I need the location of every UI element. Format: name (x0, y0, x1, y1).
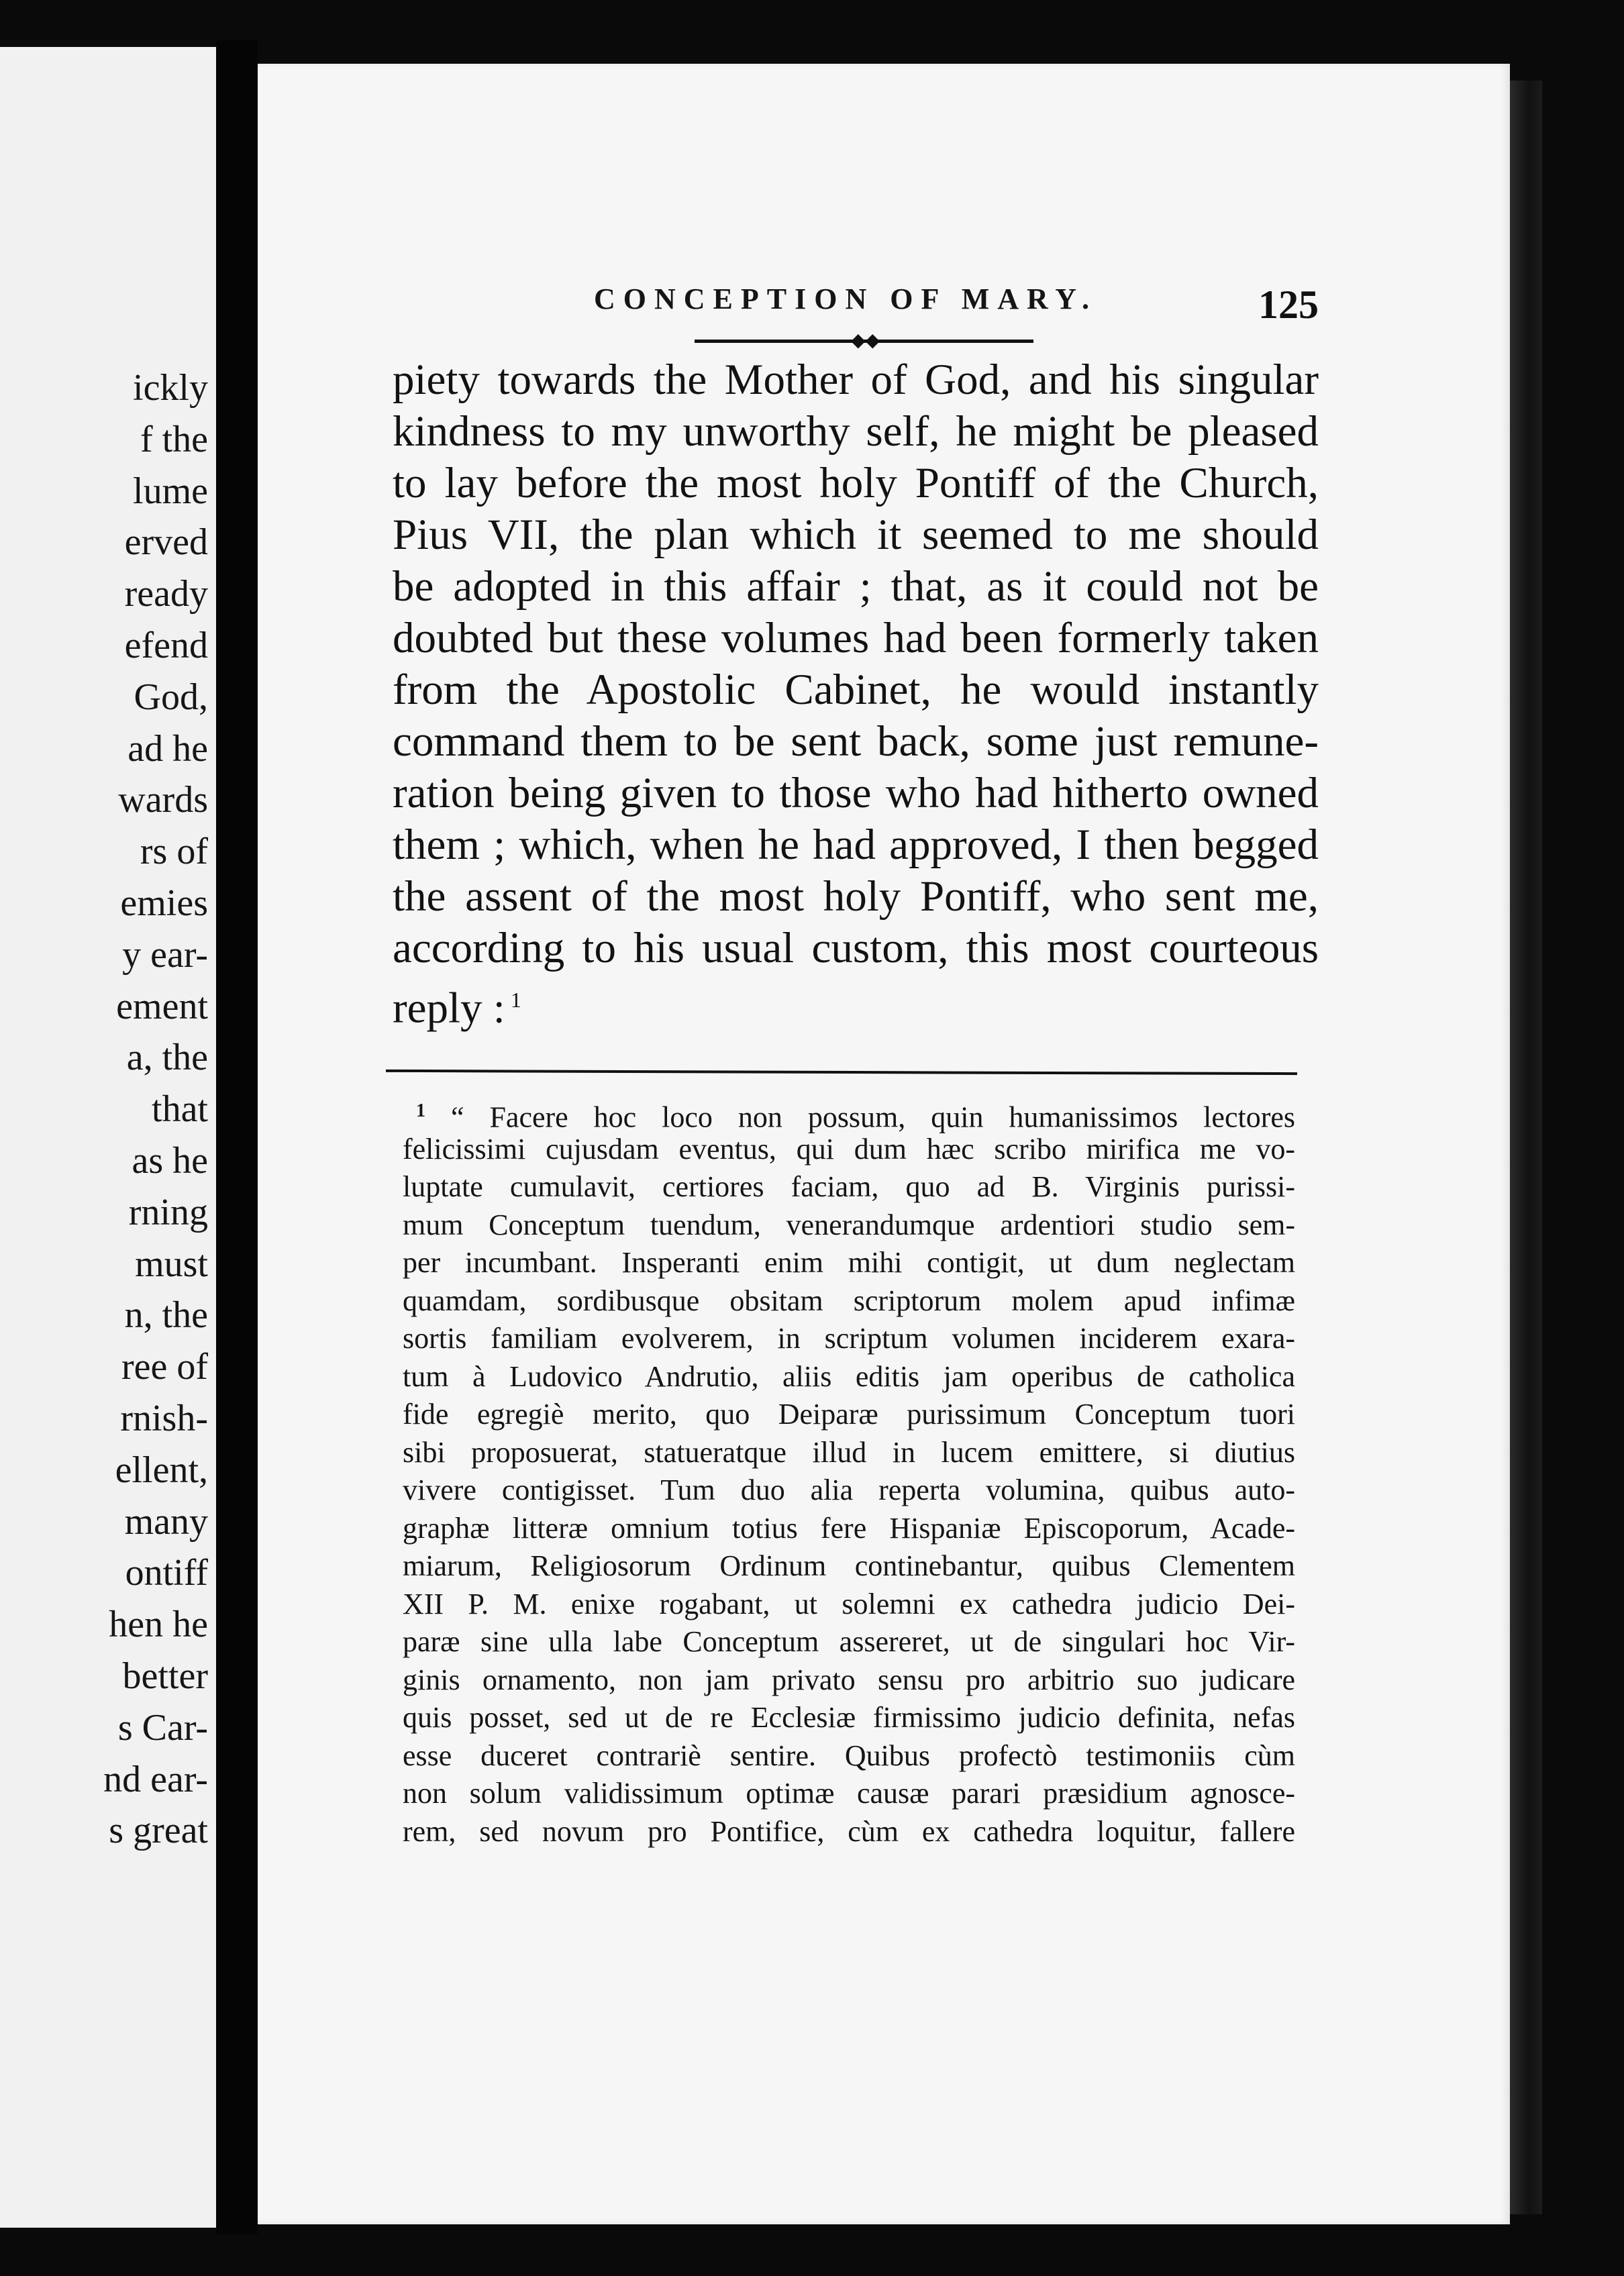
previous-page-line: rning (128, 1191, 208, 1233)
body-line: Pius VII, the plan which it seemed to me should (393, 511, 1319, 559)
footnote-line: mum Conceptum tuendum, venerandumque ardentiori studio sem- (403, 1208, 1295, 1241)
previous-page-line: y ear- (122, 933, 208, 976)
ornament-icon: ◆◆ (851, 330, 880, 351)
previous-page-line: wards (118, 779, 208, 821)
previous-page (0, 47, 216, 2228)
footnote-line: tum à Ludovico Andrutio, aliis editis jam operibus de catholica (403, 1359, 1295, 1393)
footnote-line: $^1$ “ Facere hoc loco non possum, quin humanissimos lectores (416, 1100, 1295, 1134)
running-head: CONCEPTION OF MARY. (594, 282, 1097, 315)
body-line: from the Apostolic Cabinet, he would instantly (393, 666, 1319, 714)
body-text (393, 354, 1319, 1033)
footnote (403, 1092, 1295, 1851)
footnote-line: miarum, Religiosorum Ordinum continebantur, quibus Clementem (403, 1549, 1295, 1582)
footnote-line: rem, sed novum pro Pontifice, cùm ex cathedra loquitur, fallere (403, 1814, 1295, 1848)
previous-page-line: as he (132, 1140, 208, 1182)
footnote-reference: 1 (505, 988, 521, 1012)
previous-page-line: n, the (124, 1294, 208, 1337)
book-gutter (216, 40, 258, 2234)
body-line: the assent of the most holy Pontiff, who sent me, (393, 872, 1319, 921)
body-line: kindness to my unworthy self, he might be pleased (393, 407, 1319, 456)
body-line: be adopted in this affair ; that, as it could not be (393, 562, 1319, 611)
previous-page-line: ready (124, 573, 208, 615)
footnote-line: luptate cumulavit, certiores faciam, quo ad B. Virginis purissi- (403, 1170, 1295, 1203)
body-line: doubted but these volumes had been formerly taken (393, 614, 1319, 662)
previous-page-line: s Car- (117, 1706, 208, 1749)
previous-page-line: hen he (109, 1604, 208, 1646)
previous-page-line: better (122, 1655, 208, 1697)
body-line: reply : $^1$ (393, 984, 521, 1033)
body-line: command them to be sent back, some just remune- (393, 717, 1319, 766)
body-line: piety towards the Mother of God, and his singular (393, 356, 1319, 404)
previous-page-line: ad he (128, 727, 208, 770)
previous-page-line: ellent, (115, 1449, 208, 1491)
previous-page-line: erved (124, 521, 208, 564)
footnote-line: felicissimi cujusdam eventus, qui dum hæc scribo mirifica me vo- (403, 1132, 1295, 1166)
footnote-line: non solum validissimum optimæ causæ parari præsidium agnosce- (403, 1777, 1295, 1810)
footnote-line: ginis ornamento, non jam privato sensu pro arbitrio suo judicare (403, 1663, 1295, 1696)
body-line: according to his usual custom, this most courteous (393, 924, 1319, 972)
footnote-line: fide egregiè merito, quo Deiparæ purissimum Conceptum tuori (403, 1398, 1295, 1431)
previous-page-line: efend (124, 625, 208, 666)
footnote-line: quamdam, sordibusque obsitam scriptorum molem apud infimæ (403, 1284, 1295, 1317)
previous-page-line: lume (133, 470, 208, 512)
page-number: 125 (1258, 282, 1319, 327)
footnote-mark: 1 (416, 1100, 425, 1121)
previous-page-line: that (152, 1088, 208, 1131)
footnote-line: per incumbant. Insperanti enim mihi contigit, ut dum neglectam (403, 1246, 1295, 1279)
page-edge (1510, 81, 1542, 2214)
previous-page-line: must (135, 1243, 208, 1285)
body-line: them ; which, when he had approved, I then begged (393, 821, 1319, 869)
previous-page-line: f the (140, 418, 208, 460)
previous-page-line: rs of (140, 831, 208, 873)
previous-page-line: ree of (121, 1346, 208, 1388)
footnote-line: vivere contigisset. Tum duo alia reperta volumina, quibus auto- (403, 1473, 1295, 1506)
body-line: ration being given to those who had hitherto owned (393, 769, 1319, 817)
previous-page-line: nd ear- (103, 1758, 208, 1800)
footnote-line: sibi proposuerat, statueratque illud in lucem emittere, si diutius (403, 1435, 1295, 1469)
previous-page-line: ontiff (125, 1552, 208, 1594)
previous-page-line: God, (134, 676, 208, 718)
footnote-line: paræ sine ulla labe Conceptum assereret, ut de singulari hoc Vir- (403, 1625, 1295, 1658)
previous-page-line: a, the (126, 1037, 208, 1079)
previous-page-line: rnish- (120, 1398, 208, 1439)
footnote-line: quis posset, sed ut de re Ecclesiæ firmissimo judicio definita, nefas (403, 1701, 1295, 1734)
previous-page-line: emies (120, 882, 208, 924)
body-line: to lay before the most holy Pontiff of the Church, (393, 459, 1319, 507)
previous-page-line: ement (116, 985, 208, 1027)
footnote-line: sortis familiam evolverem, in scriptum volumen inciderem exara- (403, 1322, 1295, 1355)
previous-page-line: ickly (133, 367, 208, 409)
previous-page-line: many (124, 1500, 208, 1543)
footnote-line: esse duceret contrariè sentire. Quibus profectò testimoniis cùm (403, 1739, 1295, 1772)
footnote-line: graphæ litteræ omnium totius fere Hispaniæ Episcoporum, Acade- (403, 1511, 1295, 1545)
footnote-line: XII P. M. enixe rogabant, ut solemni ex cathedra judicio Dei- (403, 1587, 1295, 1620)
previous-page-line: s great (109, 1810, 208, 1852)
